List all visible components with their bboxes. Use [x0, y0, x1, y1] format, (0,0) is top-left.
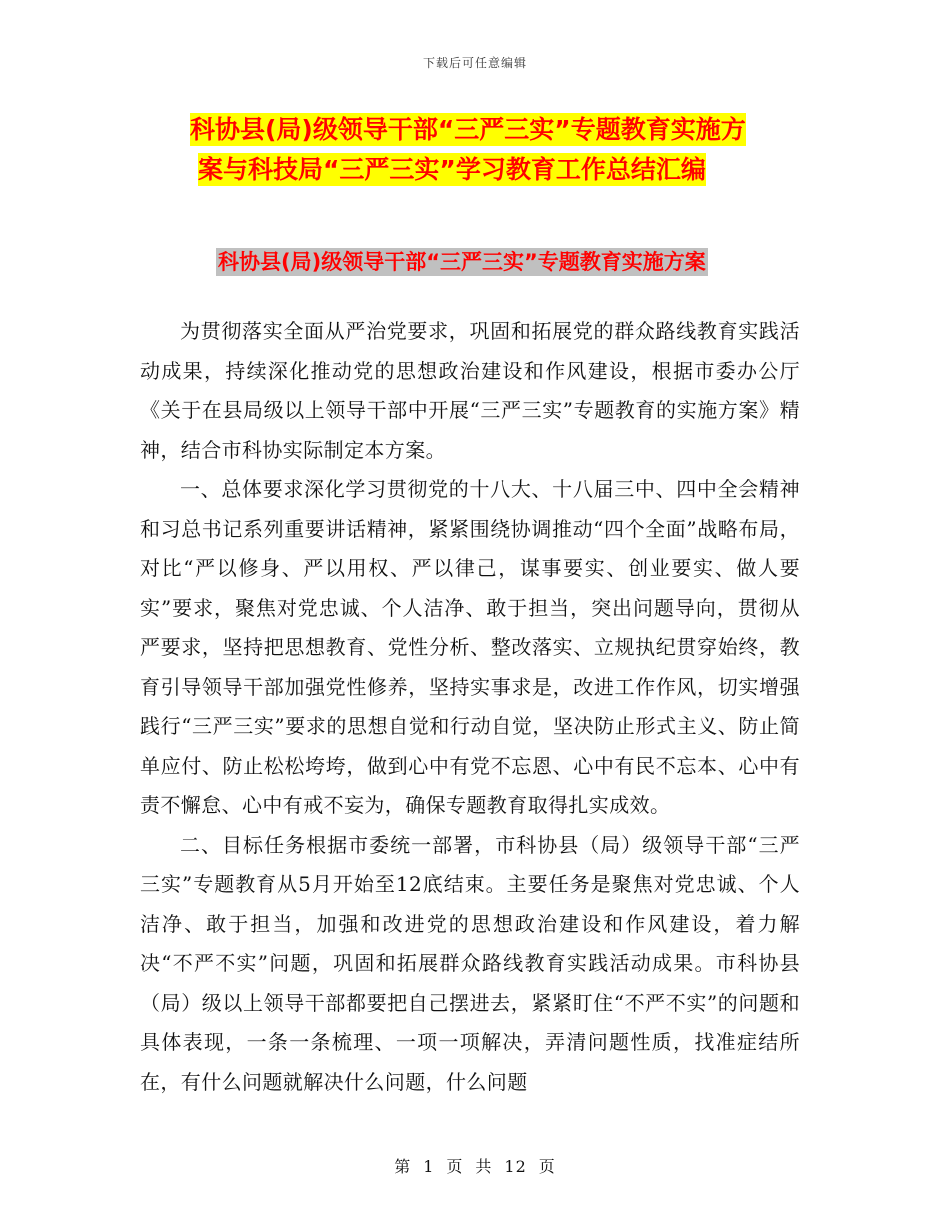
current-page-number: 1	[423, 1157, 435, 1176]
main-title-line-1	[190, 110, 810, 150]
main-title	[190, 110, 810, 190]
total-unit-label: 页	[538, 1157, 556, 1176]
main-title-line-2	[190, 150, 810, 190]
paragraph-goals-tasks: 二、目标任务根据市委统一部署，市科协县（局）级领导干部“三严三实”专题教育从5月开始至12底结束。主要任务是聚焦对党忠诚、个人洁净、敢于担当，加强和改进党的思想政治建设和作风建设，着力解决“不严不实”问题，巩固和拓展群众路线教育实践活动成果。市科协县（局）级以上领导干部都要把自己摆进去，紧紧盯住“不严不实”的问题和具体表现，一条一条梳理、一项一项解决，弄清问题性质，找准症结所在，有什么问题就解决什么问题，什么问题	[140, 832, 800, 1094]
page-label: 第	[394, 1157, 412, 1176]
document-body	[140, 312, 800, 1102]
main-title-line-1-text: 科协县(局)级领导干部“三严三实”专题教育实施方	[190, 115, 746, 144]
header-note: 下载后可任意编辑	[422, 56, 527, 70]
main-title-line-2-text: 案与科技局“三严三实”学习教育工作总结汇编	[198, 155, 706, 184]
paragraph-general-requirements: 一、总体要求深化学习贯彻党的十八大、十八届三中、四中全会精神和习总书记系列重要讲话精神，紧紧围绕协调推动“四个全面”战略布局，对比“严以修身、严以用权、严以律己，谋事要实、创业要实、做人要实”要求，聚焦对党忠诚、个人洁净、敢于担当，突出问题导向，贯彻从严要求，坚持把思想教育、党性分析、整改落实、立规执纪贯穿始终，教育引导领导干部加强党性修养，坚持实事求是，改进工作作风，切实增强践行“三严三实”要求的思想自觉和行动自觉，坚决防止形式主义、防止简单应付、防止松松垮垮，做到心中有党不忘恩、心中有民不忘本、心中有责不懈怠、心中有戒不妄为，确保专题教育取得扎实成效。	[140, 477, 800, 817]
page-unit-label: 页	[446, 1157, 464, 1176]
section-title-text: 科协县(局)级领导干部“三严三实”专题教育实施方案	[218, 250, 706, 274]
total-pages-number: 12	[504, 1157, 527, 1176]
page-footer	[0, 1154, 950, 1177]
paragraph-intro: 为贯彻落实全面从严治党要求，巩固和拓展党的群众路线教育实践活动成果，持续深化推动党的思想政治建设和作风建设，根据市委办公厅《关于在县局级以上领导干部中开展“三严三实”专题教育的实施方案》精神，结合市科协实际制定本方案。	[140, 319, 800, 462]
total-label: 共	[475, 1157, 493, 1176]
section-title	[216, 246, 708, 278]
